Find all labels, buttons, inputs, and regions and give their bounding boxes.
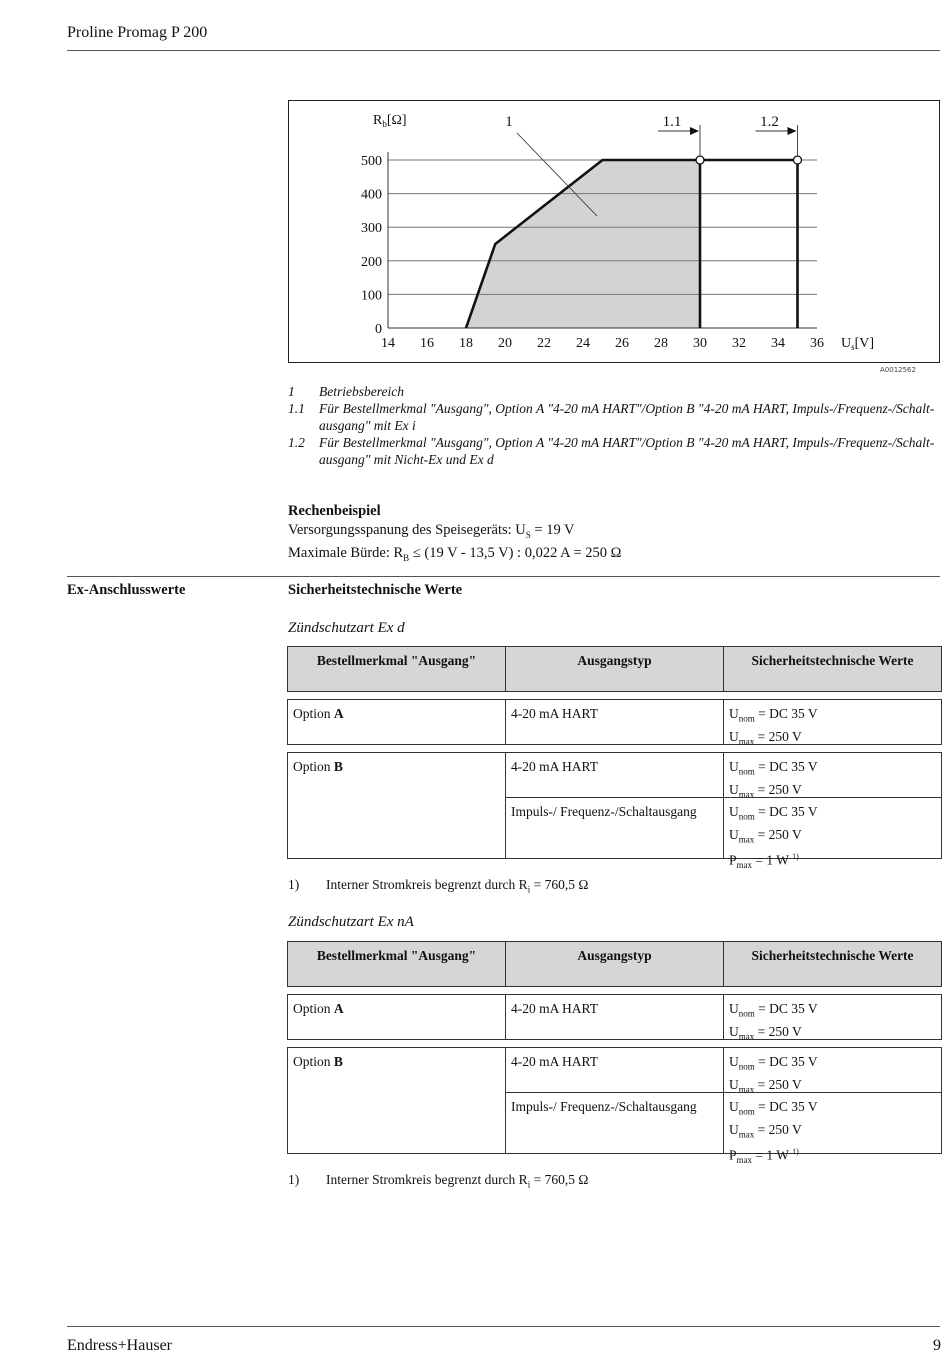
table-footnote: 1) Interner Stromkreis begrenzt durch $R_i = 760,5$ Ω — [288, 1172, 589, 1190]
y-tick-label: 400 — [361, 187, 382, 203]
y-tick-label: 500 — [361, 154, 382, 169]
header-rule — [67, 50, 940, 51]
figure-legend — [288, 383, 943, 468]
page-header-title: Proline Promag P 200 — [67, 24, 208, 41]
figure-code: A0012562 — [880, 366, 916, 374]
table-cell-values: $U_{nom}$ = DC 35 V $U_{max} = 250$ V $P_{max} = 1$ W $^{1)}$ — [723, 797, 942, 859]
table-cell-values: $U_{nom}$ = DC 35 V $U_{max} = 250$ V $P_{max} = 1$ W $^{1)}$ — [723, 1092, 942, 1154]
legend-item — [288, 434, 943, 468]
x-tick-label: 34 — [771, 336, 785, 351]
y-tick-label: 100 — [361, 288, 382, 304]
legend-item — [288, 400, 943, 434]
table-footnote: 1) Interner Stromkreis begrenzt durch $R_i = 760,5$ Ω — [288, 877, 589, 895]
table-cell-type: 4-20 mA HART — [505, 699, 724, 745]
table-cell-type: 4-20 mA HART — [505, 994, 724, 1040]
table-header: Sicherheitstechnische Werte — [723, 646, 942, 692]
legend-num: 1.1 — [288, 401, 305, 416]
y-axis-label: $R_b[\Omega]$ — [373, 113, 407, 129]
load-chart — [289, 101, 939, 362]
callout-arrow — [690, 127, 699, 135]
calc-line-1: Versorgungsspanung des Speisegeräts: $U_S = 19$ V — [288, 521, 575, 540]
table-header: Bestellmerkmal "Ausgang" — [287, 646, 506, 692]
table-header: Bestellmerkmal "Ausgang" — [287, 941, 506, 987]
legend-text: Für Bestellmerkmal "Ausgang", Option A "4-20 mA HART"/Option B "4-20 mA HART, Impuls-/Frequenz-/Schaltausgang" mit Ex i — [319, 401, 935, 433]
callout-label: 1.1 — [662, 114, 682, 130]
table-cell-type: 4-20 mA HART — [505, 1047, 724, 1093]
callout-label: 1.2 — [760, 114, 779, 130]
table-header: Sicherheitstechnische Werte — [723, 941, 942, 987]
legend-num: 1 — [288, 384, 295, 399]
y-tick-label: 300 — [361, 221, 382, 237]
legend-text: Betriebsbereich — [319, 384, 404, 399]
y-tick-label: 200 — [361, 254, 382, 270]
x-tick-label: 18 — [459, 336, 473, 351]
calc-heading: Rechenbeispiel — [288, 503, 381, 519]
calc-line-2: Maximale Bürde: $R_B \le (19$ V - 13,5 V) : 0,022 A = 250 Ω — [288, 544, 622, 563]
table-cell-values: $U_{nom}$ = DC 35 V $U_{max} = 250$ V — [723, 699, 942, 745]
table-cell-values: $U_{nom}$ = DC 35 V $U_{max} = 250$ V — [723, 1047, 942, 1093]
y-tick-label: 0 — [375, 322, 382, 337]
legend-item — [288, 383, 943, 400]
x-tick-label: 16 — [420, 336, 434, 351]
callout-arrow — [788, 127, 797, 135]
operating-area — [466, 160, 700, 328]
table-cell-type: Impuls-/ Frequenz-/Schaltausgang — [505, 797, 724, 859]
legend-num: 1.2 — [288, 435, 305, 450]
footer-rule — [67, 1326, 940, 1327]
table-cell-type: Impuls-/ Frequenz-/Schaltausgang — [505, 1092, 724, 1154]
table-header: Ausgangstyp — [505, 941, 724, 987]
marker-point — [696, 156, 704, 164]
x-tick-label: 22 — [537, 336, 551, 351]
page-number: 9 — [933, 1337, 941, 1354]
marker-point — [794, 156, 802, 164]
x-tick-label: 14 — [381, 336, 395, 351]
table-cell-option: Option B — [287, 1047, 506, 1154]
x-tick-label: 32 — [732, 336, 746, 351]
table-cell-option: Option A — [287, 994, 506, 1040]
section-rule — [67, 576, 940, 577]
x-tick-label: 28 — [654, 336, 668, 351]
table-cell-option: Option A — [287, 699, 506, 745]
table-cell-values: $U_{nom}$ = DC 35 V $U_{max} = 250$ V — [723, 752, 942, 798]
table-header: Ausgangstyp — [505, 646, 724, 692]
table-title: Zündschutzart Ex nA — [288, 914, 414, 930]
x-tick-label: 20 — [498, 336, 512, 351]
callout-label: 1 — [505, 114, 513, 130]
calculation-example — [288, 502, 621, 567]
section-title: Sicherheitstechnische Werte — [288, 582, 463, 598]
legend-text: Für Bestellmerkmal "Ausgang", Option A "4-20 mA HART"/Option B "4-20 mA HART, Impuls-/Frequenz-/Schaltausgang" mit Nicht-Ex und Ex d — [319, 435, 935, 467]
x-tick-label: 30 — [693, 336, 707, 351]
x-axis-label: $U_s[V]$ — [841, 336, 875, 352]
x-tick-label: 24 — [576, 336, 590, 351]
x-tick-label: 26 — [615, 336, 629, 351]
figure-frame — [288, 100, 940, 363]
table-cell-type: 4-20 mA HART — [505, 752, 724, 798]
table-cell-values: $U_{nom}$ = DC 35 V $U_{max} = 250$ V — [723, 994, 942, 1040]
table-title: Zündschutzart Ex d — [288, 620, 405, 636]
x-tick-label: 36 — [810, 336, 824, 351]
footer-brand: Endress+Hauser — [67, 1337, 172, 1354]
table-cell-option: Option B — [287, 752, 506, 859]
side-section-title: Ex-Anschlusswerte — [67, 582, 186, 598]
